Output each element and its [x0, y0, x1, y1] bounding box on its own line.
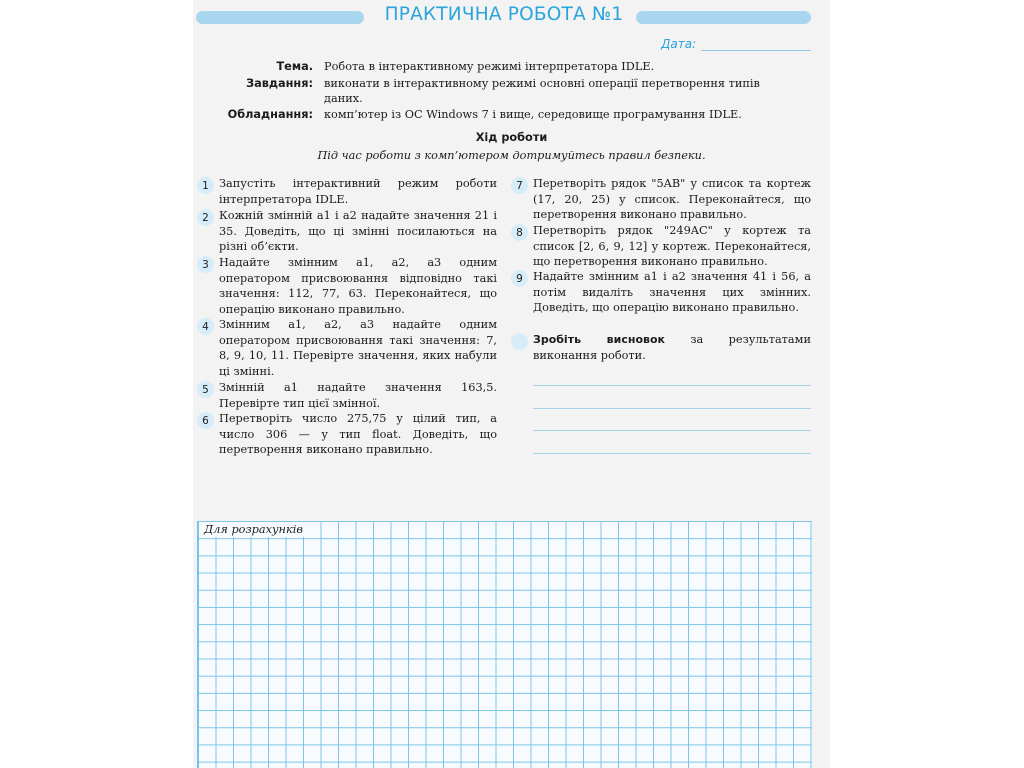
- step-5: Змінній а1 надайте значення 163,5. Перевірте тип цієї змінної.: [219, 381, 497, 410]
- calculation-grid-label: Для розрахунків: [201, 522, 306, 537]
- calculation-grid[interactable]: [197, 521, 812, 768]
- step-1: Запустіть інтерактивний режим роботи інтерпретатора IDLE.: [219, 177, 497, 206]
- step-number-4: 4: [197, 318, 214, 335]
- task-label: Завдання:: [246, 77, 313, 90]
- step-number-9: 9: [511, 270, 528, 287]
- meta-topic-row: [193, 59, 830, 75]
- step-4: Змінним а1, а2, а3 надайте одним оператором присвоювання такі значення: 7, 8, 9, 10, 11. Перевірте значення, яких набули ці змінні.: [219, 318, 497, 378]
- date-field-line[interactable]: [701, 50, 811, 51]
- equipment-value: комп’ютер із ОС Windows 7 і вище, середовище програмування IDLE.: [324, 108, 742, 121]
- step-number-7: 7: [511, 177, 528, 194]
- title-bar-right: [636, 11, 811, 24]
- step-number-3: 3: [197, 256, 214, 273]
- step-8: Перетворіть рядок "249AC" у кортеж та список [2, 6, 9, 12] у кортеж. Переконайтеся, що перетворення виконано правильно.: [533, 224, 811, 268]
- answer-line-3[interactable]: [533, 430, 811, 431]
- conclusion-rest: за результатами виконання роботи.: [533, 333, 811, 362]
- answer-line-2[interactable]: [533, 408, 811, 409]
- date-label: Дата:: [661, 37, 697, 51]
- title-bar-left: [196, 11, 364, 24]
- step-7: Перетворіть рядок "5AB" у список та кортеж (17, 20, 25) у список. Переконайтеся, що перетворення виконано правильно.: [533, 177, 811, 221]
- worksheet-page: [193, 0, 830, 768]
- procedure-title: Хід роботи: [475, 131, 548, 144]
- answer-line-4[interactable]: [533, 453, 811, 454]
- step-9: Надайте змінним а1 і а2 значення 41 і 56, а потім видаліть значення цих змінних. Доведіть, що операцію виконано правильно.: [533, 270, 811, 314]
- conclusion-badge: [511, 333, 528, 350]
- topic-value: Робота в інтерактивному режимі інтерпретатора IDLE.: [324, 60, 655, 73]
- conclusion-instruction: [533, 332, 811, 363]
- step-3: Надайте змінним а1, а2, а3 одним оператором присвоювання відповідно такі значення: 112, 77, 63. Переконайтеся, що операцію виконано правильно.: [219, 256, 497, 316]
- step-number-6: 6: [197, 412, 214, 429]
- conclusion-bold: Зробіть висновок: [533, 333, 665, 346]
- meta-equipment-row: [193, 107, 830, 123]
- step-number-8: 8: [511, 224, 528, 241]
- topic-label: Тема.: [276, 60, 313, 73]
- step-6: Перетворіть число 275,75 у цілий тип, а число 306 — у тип float. Доведіть, що перетворення виконано правильно.: [219, 412, 497, 456]
- equipment-label: Обладнання:: [227, 108, 313, 121]
- step-number-2: 2: [197, 209, 214, 226]
- answer-line-1[interactable]: [533, 385, 811, 386]
- step-number-1: 1: [197, 177, 214, 194]
- meta-task-row: [193, 76, 830, 108]
- step-2: Кожній змінній а1 і а2 надайте значення 21 і 35. Доведіть, що ці змінні посилаються на різні об’єкти.: [219, 209, 497, 253]
- task-value: виконати в інтерактивному режимі основні операції перетворення типів даних.: [324, 77, 760, 105]
- page-title: ПРАКТИЧНА РОБОТА №1: [384, 4, 624, 25]
- step-number-5: 5: [197, 381, 214, 398]
- safety-note: Під час роботи з комп’ютером дотримуйтесь правил безпеки.: [317, 149, 706, 162]
